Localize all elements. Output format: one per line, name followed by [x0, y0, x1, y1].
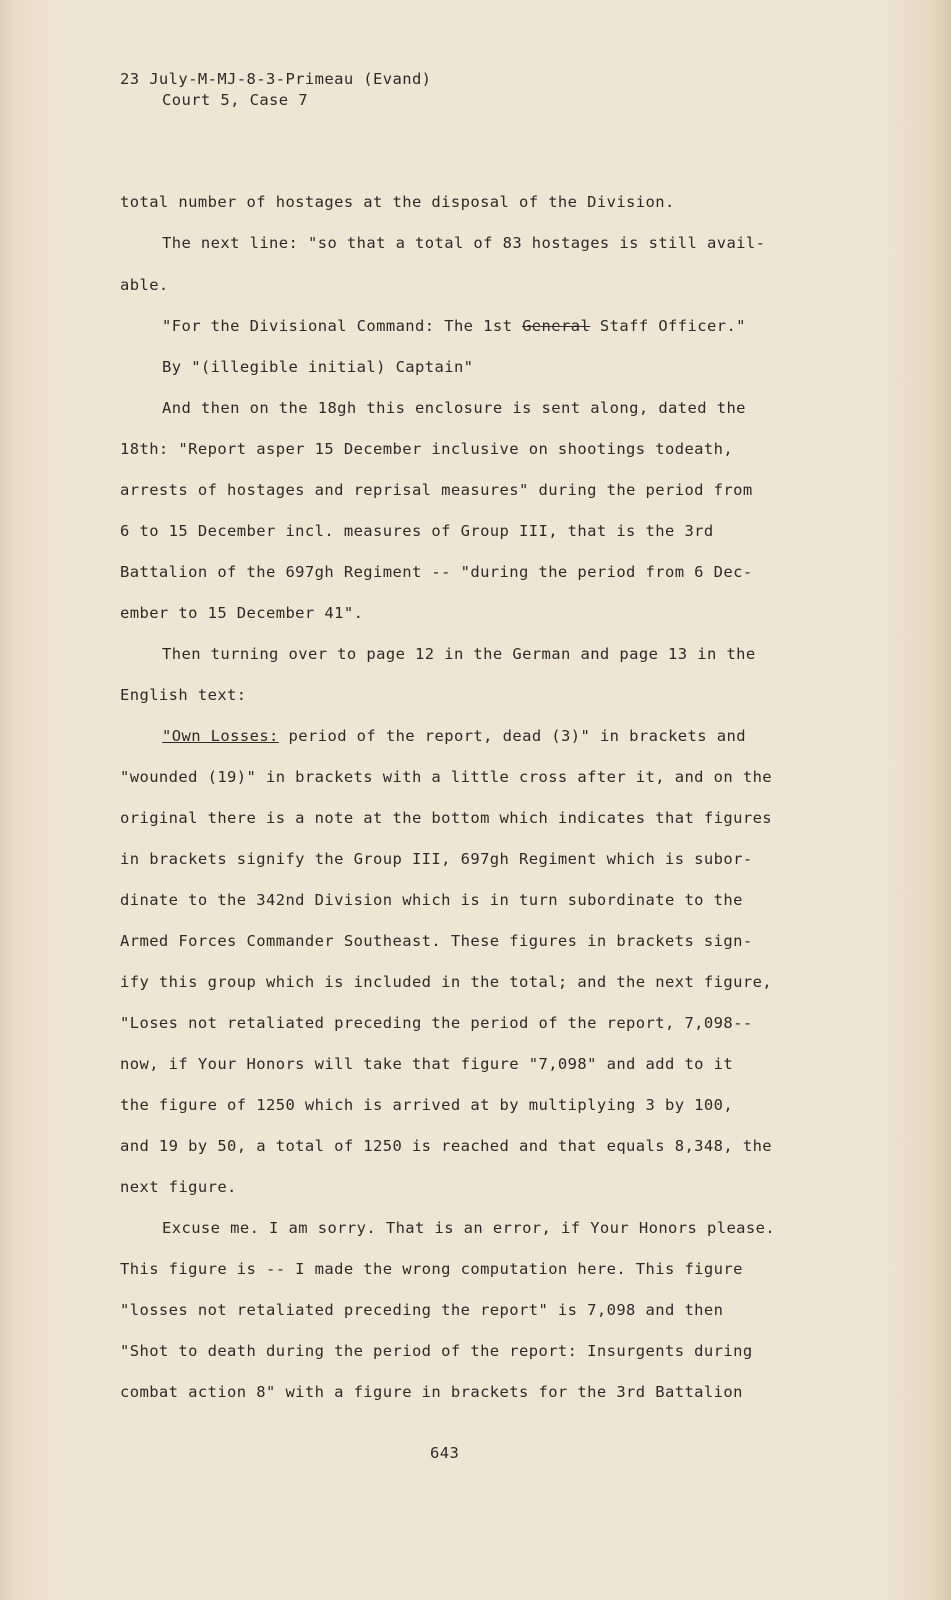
- body-line-8: arrests of hostages and reprisal measures" during the period from: [120, 481, 753, 499]
- header-case-reference: 23 July-M-MJ-8-3-Primeau (Evand): [120, 70, 432, 88]
- body-line-3: able.: [120, 276, 169, 294]
- body-line-5: By "(illegible initial) Captain": [162, 358, 474, 376]
- body-line-2: The next line: "so that a total of 83 hostages is still avail-: [162, 234, 766, 252]
- body-line-12: Then turning over to page 12 in the German and page 13 in the: [162, 645, 756, 663]
- body-line-25: next figure.: [120, 1178, 237, 1196]
- page-number: 643: [430, 1444, 460, 1462]
- body-line-10: Battalion of the 697gh Regiment -- "during the period from 6 Dec-: [120, 563, 753, 581]
- body-line-14: [162, 727, 746, 745]
- body-line-14-rest: period of the report, dead (3)" in brackets and: [278, 727, 746, 745]
- body-line-18: dinate to the 342nd Division which is in turn subordinate to the: [120, 891, 743, 909]
- own-losses-heading: "Own Losses:: [162, 727, 279, 745]
- header-court-case: Court 5, Case 7: [162, 91, 308, 109]
- body-line-21: "Loses not retaliated preceding the period of the report, 7,098--: [120, 1014, 753, 1032]
- body-line-15: "wounded (19)" in brackets with a little cross after it, and on the: [120, 768, 773, 786]
- body-line-30: combat action 8" with a figure in brackets for the 3rd Battalion: [120, 1383, 743, 1401]
- body-line-7: 18th: "Report asper 15 December inclusive on shootings todeath,: [120, 440, 734, 458]
- body-line-24: and 19 by 50, a total of 1250 is reached and that equals 8,348, the: [120, 1137, 773, 1155]
- body-line-23: the figure of 1250 which is arrived at by multiplying 3 by 100,: [120, 1096, 734, 1114]
- body-line-17: in brackets signify the Group III, 697gh Regiment which is subor-: [120, 850, 753, 868]
- body-line-20: ify this group which is included in the total; and the next figure,: [120, 973, 773, 991]
- body-line-16: original there is a note at the bottom which indicates that figures: [120, 809, 773, 827]
- body-line-27: This figure is -- I made the wrong computation here. This figure: [120, 1260, 743, 1278]
- struck-out-word: General: [522, 317, 591, 335]
- body-line-4-end: Staff Officer.": [590, 317, 746, 335]
- body-line-13: English text:: [120, 686, 247, 704]
- body-line-9: 6 to 15 December incl. measures of Group III, that is the 3rd: [120, 522, 714, 540]
- body-line-26: Excuse me. I am sorry. That is an error, if Your Honors please.: [162, 1219, 776, 1237]
- body-line-11: ember to 15 December 41".: [120, 604, 364, 622]
- body-line-29: "Shot to death during the period of the report: Insurgents during: [120, 1342, 753, 1360]
- body-line-4: [162, 317, 746, 335]
- body-line-6: And then on the 18gh this enclosure is sent along, dated the: [162, 399, 746, 417]
- body-line-28: "losses not retaliated preceding the report" is 7,098 and then: [120, 1301, 724, 1319]
- body-line-4-start: "For the Divisional Command: The 1st: [162, 317, 523, 335]
- body-line-1: total number of hostages at the disposal of the Division.: [120, 193, 675, 211]
- body-line-19: Armed Forces Commander Southeast. These figures in brackets sign-: [120, 932, 753, 950]
- body-line-22: now, if Your Honors will take that figure "7,098" and add to it: [120, 1055, 734, 1073]
